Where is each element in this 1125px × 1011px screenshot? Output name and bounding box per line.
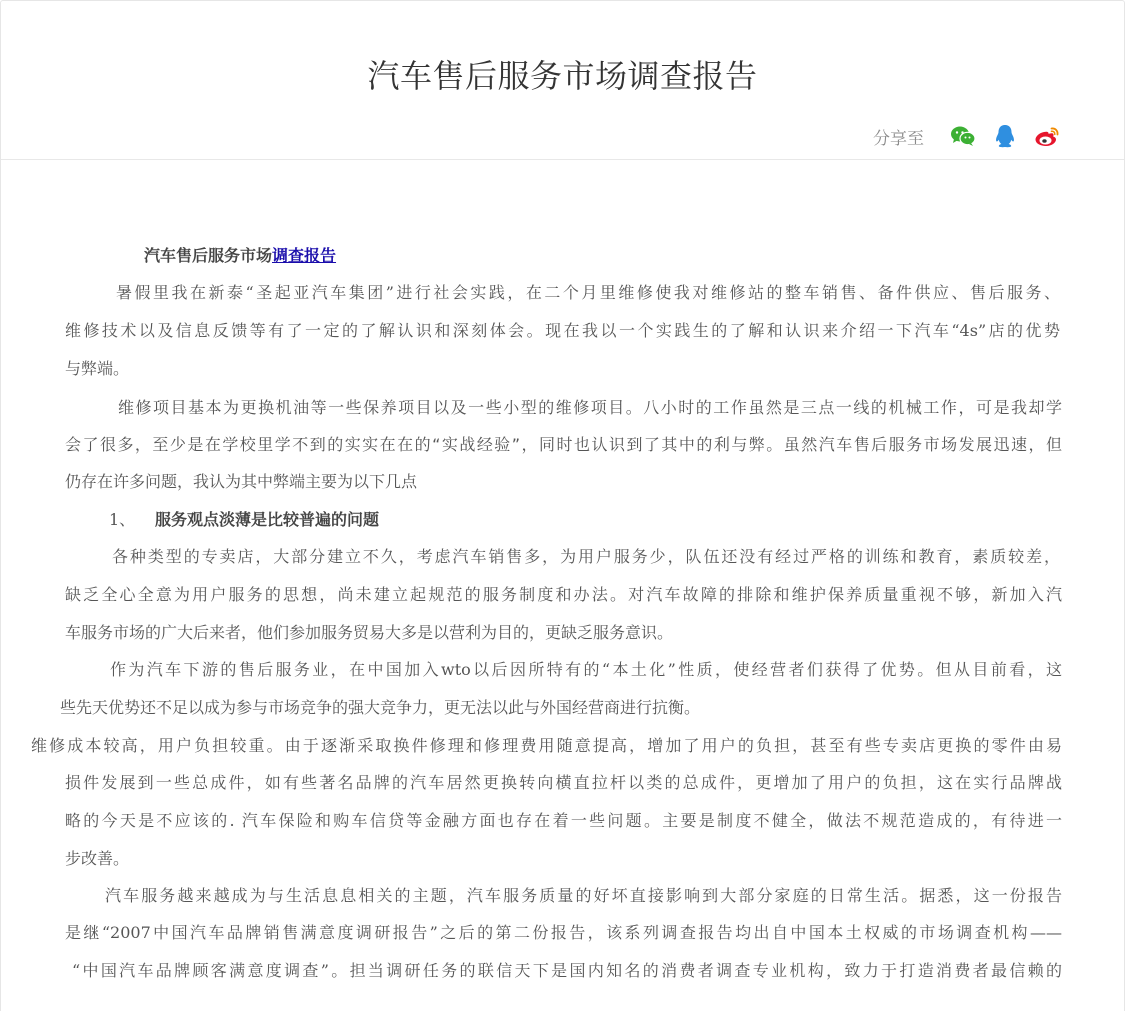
paragraph-line: 车服务市场的广大后来者，他们参加服务贸易大多是以营利为目的，更缺乏服务意识。 <box>65 623 674 642</box>
wechat-icon[interactable] <box>948 121 978 151</box>
paragraph-line: 各种类型的专卖店，大部分建立不久，考虑汽车销售多，为用户服务少，队伍还没有经过严格的训练和教育，素质较差， <box>112 547 1060 566</box>
paragraph-line: 仍存在许多问题，我认为其中弊端主要为以下几点 <box>65 472 418 491</box>
page-title: 汽车售后服务市场调查报告 <box>367 57 758 95</box>
share-bar <box>873 121 1062 151</box>
article-heading <box>144 245 336 267</box>
paragraph-line: 会了很多，至少是在学校里学不到的实实在在的“实战经验”，同时也认识到了其中的利与弊。虽然汽车售后服务市场发展迅速，但 <box>65 435 1062 454</box>
paragraph-line: 略的今天是不应该的. 汽车保险和购车信贷等金融方面也存在着一些问题。主要是制度不健全，做法不规范造成的，有待进一 <box>65 811 1062 830</box>
point-title: 服务观点淡薄是比较普遍的问题 <box>155 510 380 529</box>
paragraph-line: “中国汽车品牌顾客满意度调查”。担当调研任务的联信天下是国内知名的消费者调查专业机构，致力于打造消费者最信赖的 <box>72 961 1062 980</box>
article-header <box>1 1 1124 160</box>
weibo-icon[interactable] <box>1032 121 1062 151</box>
paragraph-line: 暑假里我在新泰“圣起亚汽车集团”进行社会实践，在二个月里维修使我对维修站的整车销售、备件供应、售后服务、 <box>116 283 1060 302</box>
paragraph-line: 步改善。 <box>65 849 130 868</box>
paragraph-line: 汽车服务越来越成为与生活息息相关的主题，汽车服务质量的好坏直接影响到大部分家庭的日常生活。据悉，这一份报告 <box>105 886 1062 905</box>
report-link[interactable]: 调查报告 <box>272 246 337 265</box>
paragraph-line: 与弊端。 <box>65 359 130 378</box>
article-heading-text: 汽车售后服务市场 <box>144 246 273 265</box>
paragraph-line: 缺乏全心全意为用户服务的思想，尚未建立起规范的服务制度和办法。对汽车故障的排除和维护保养质量重视不够，新加入汽 <box>65 585 1062 604</box>
paragraph-line: 维修项目基本为更换机油等一些保养项目以及一些小型的维修项目。八小时的工作虽然是三点一线的机械工作，可是我却学 <box>118 398 1062 417</box>
share-label: 分享至 <box>873 128 924 149</box>
paragraph-line: 是继“2007中国汽车品牌销售满意度调研报告”之后的第二份报告，该系列调查报告均出自中国本土权威的市场调查机构—— <box>65 923 1062 942</box>
point-number: 1、 <box>109 510 136 529</box>
qq-icon[interactable] <box>990 121 1020 151</box>
paragraph-line: 维修技术以及信息反馈等有了一定的了解认识和深刻体会。现在我以一个实践生的了解和认识来介绍一下汽车“4s”店的优势 <box>65 321 1060 340</box>
paragraph-line: 些先天优势还不足以成为参与市场竞争的强大竞争力，更无法以此与外国经营商进行抗衡。 <box>60 698 701 717</box>
paragraph-line: 维修成本较高，用户负担较重。由于逐渐采取换件修理和修理费用随意提高，增加了用户的负担，甚至有些专卖店更换的零件由易 <box>31 736 1062 755</box>
paragraph-line: 损件发展到一些总成件，如有些著名品牌的汽车居然更换转向横直拉杆以类的总成件，更增加了用户的负担，这在实行品牌战 <box>65 773 1062 792</box>
paragraph-line: 作为汽车下游的售后服务业，在中国加入wto以后因所特有的“本土化”性质，使经营者们获得了优势。但从目前看，这 <box>110 660 1062 679</box>
